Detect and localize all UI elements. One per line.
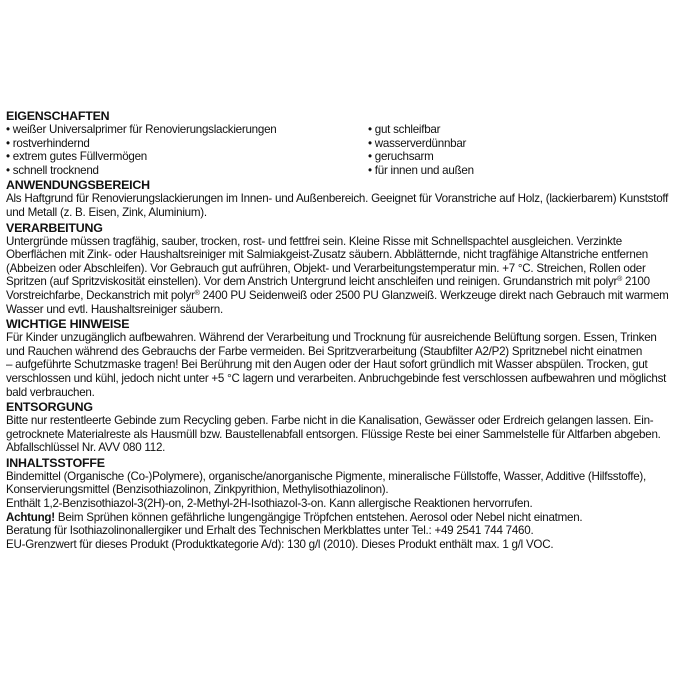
text-line: EU-Grenzwert für dieses Produkt (Produktkategorie A/d): 130 g/l (2010). Dieses Produkt enthält max. 1 g/l VOC. [6, 537, 554, 551]
properties-list-right [368, 123, 694, 177]
section-anwendungsbereich [6, 178, 694, 219]
text-line: und Rauchen während des Gebrauchs der Farbe vermeiden. Bei Spritzverarbeitung (Staubfilter A2/P2) Spritznebel nicht einatmen [6, 344, 643, 358]
text-segment: Spritzen (auf Spritzviskosität einstellen). Vor dem Anstrich Untergrund leicht anschleifen und reinigen. Grundanstrich mit polyr [6, 275, 618, 289]
property-item: • wasserverdünnbar [368, 136, 467, 150]
text-line: Wasser und evtl. Haushaltsreiniger säubern. [6, 302, 223, 316]
text-line: – aufgeführte Schutzmaske tragen! Bei Berührung mit den Augen oder der Haut sofort gründlich mit Wasser abspülen. Trocken, gut [6, 358, 648, 372]
property-item: • geruchsarm [368, 150, 434, 164]
text-segment: Beim Sprühen können gefährliche lungengängige Tröpfchen entstehen. Aerosol oder Nebel nicht einatmen. [54, 510, 583, 524]
property-item: • rostverhindernd [6, 136, 90, 150]
text-line: Abfallschlüssel Nr. AVV 080 112. [6, 441, 166, 455]
property-item: • gut schleifbar [368, 123, 441, 136]
heading-eigenschaften: EIGENSCHAFTEN [6, 109, 110, 123]
property-item: • extrem gutes Füllvermögen [6, 150, 148, 164]
heading-verarbeitung: VERARBEITUNG [6, 220, 103, 235]
text-segment: 2400 PU Seidenweiß oder 2500 PU Glanzweiß. Werkzeuge direkt nach Gebrauch mit warmem [199, 288, 669, 302]
heading-inhaltsstoffe: INHALTSSTOFFE [6, 455, 105, 470]
section-entsorgung [6, 400, 694, 455]
text-line: getrocknete Materialreste als Hausmüll bzw. Baustellenabfall entsorgen. Flüssige Reste bei einer Sammelstelle für Altfarben abgeben. [6, 427, 661, 441]
registered-mark: ® [617, 276, 623, 284]
anwendungsbereich-text [6, 192, 694, 219]
heading-wichtige-hinweise: WICHTIGE HINWEISE [6, 317, 130, 332]
text-line: Untergründe müssen tragfähig, sauber, trocken, rost- und fettfrei sein. Kleine Risse mit Schnellspachtel ausgleichen. Verzinkte [6, 234, 622, 248]
properties-columns [6, 123, 694, 177]
text-line: Bindemittel (Organische (Co-)Polymere), organische/anorganische Pigmente, mineralische Füllstoffe, Wasser, Additive (Hilfsstoffe), [6, 469, 647, 483]
text-line: Oberflächen mit Zink- oder Haushaltsreiniger mit Salmiakgeist-Zusatz säubern. Abblätternde, nicht tragfähige Altanstriche entfernen [6, 248, 648, 262]
warning-label: Achtung! [6, 510, 55, 524]
text-line: Konservierungsmittel (Benzisothiazolinon, Zinkpyrithion, Methylisothiazolinon). [6, 483, 389, 497]
text-line: Bitte nur restentleerte Gebinde zum Recycling geben. Farbe nicht in die Kanalisation, Gewässer oder Erdreich gelangen lassen. Ein- [6, 414, 654, 428]
section-eigenschaften [6, 109, 694, 177]
text-line: bald verbrauchen. [6, 385, 95, 399]
heading-anwendungsbereich: ANWENDUNGSBEREICH [6, 178, 150, 193]
section-inhaltsstoffe [6, 456, 694, 552]
text-line: Als Haftgrund für Renovierungslackierungen im Innen- und Außenbereich. Geeignet für Voranstriche auf Holz, (lackierbarem) Kunststoff [6, 192, 669, 206]
heading-entsorgung: ENTSORGUNG [6, 400, 93, 415]
section-verarbeitung [6, 221, 694, 317]
property-item: • schnell trocknend [6, 163, 99, 177]
inhaltsstoffe-text [6, 470, 694, 552]
hinweise-text [6, 331, 694, 399]
text-segment: Vorstreichfarbe, Deckanstrich mit polyr [6, 288, 195, 302]
text-line [6, 511, 694, 525]
text-line [6, 275, 694, 289]
registered-mark: ® [194, 289, 200, 297]
property-item: • weißer Universalprimer für Renovierungslackierungen [6, 123, 277, 136]
text-line: verschlossen und kühl, jedoch nicht unter +5 °C lagern und verarbeiten. Anbruchgebinde fest verschlossen aufbewahren und möglichst [6, 371, 667, 385]
section-wichtige-hinweise [6, 317, 694, 399]
text-segment: 2100 [622, 275, 650, 289]
verarbeitung-text [6, 235, 694, 317]
text-line: (Abbeizen oder Abschleifen). Vor Gebrauch gut aufrühren, Objekt- und Verarbeitungstemperatur min. +7 °C. Streichen, Rollen oder [6, 261, 646, 275]
text-line: und Metall (z. B. Eisen, Zink, Aluminium). [6, 205, 207, 219]
text-line [6, 289, 694, 303]
text-line: Enthält 1,2-Benzisothiazol-3(2H)-on, 2-Methyl-2H-Isothiazol-3-on. Kann allergische Reaktionen hervorrufen. [6, 497, 533, 511]
text-line: Beratung für Isothiazolinonallergiker und Erhalt des Technischen Merkblattes unter Tel.: +49 2541 744 7460. [6, 524, 534, 538]
properties-list-left [6, 123, 368, 177]
text-line: Für Kinder unzugänglich aufbewahren. Während der Verarbeitung und Trocknung für ausreichende Belüftung sorgen. Essen, Trinken [6, 331, 657, 345]
property-item: • für innen und außen [368, 163, 474, 177]
entsorgung-text [6, 414, 694, 455]
